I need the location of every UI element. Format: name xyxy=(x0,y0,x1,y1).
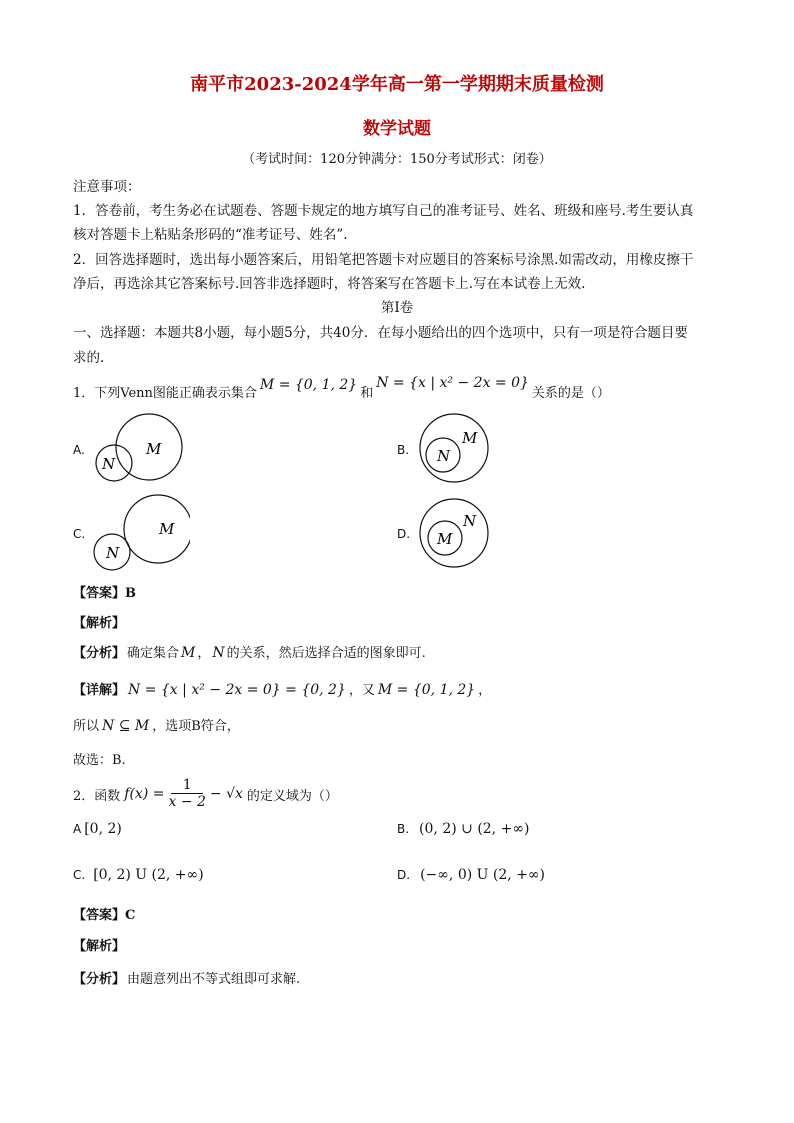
note-1-line-1: 1．答卷前，考生务必在试题卷、答题卡规定的地方填写自己的准考证号、姓名、班级和座号.考生要认真 xyxy=(73,203,694,219)
q1-option-a-venn xyxy=(88,410,198,490)
q1-option-c-label: C. xyxy=(73,527,86,541)
q2-option-b-value: (0, 2) ∪ (2, +∞) xyxy=(419,821,530,837)
q2-stem-suffix: 的定义域为（） xyxy=(246,788,338,804)
q2-option-b xyxy=(397,821,529,837)
note-1-line-2: 核对答题卡上粘贴条形码的“准考证号、姓名”. xyxy=(73,227,348,243)
q1-so-suffix: ，选项B符合， xyxy=(152,719,240,734)
q1-stem-suffix: 关系的是（） xyxy=(531,385,610,401)
venn-label-M: M xyxy=(462,429,478,447)
q2-option-a-value: [0, 2) xyxy=(84,821,122,837)
venn-label-N: N xyxy=(106,544,120,562)
q2-option-b-label: B. xyxy=(397,822,410,836)
q1-analysis-sep: ， xyxy=(197,646,211,661)
q2-option-c-label: C. xyxy=(73,868,86,882)
question-2-stem xyxy=(73,775,338,813)
question-1-stem xyxy=(73,376,610,406)
venn-label-M: M xyxy=(437,530,453,548)
q1-detail xyxy=(73,679,491,698)
q1-detail-mid: ，又 xyxy=(348,683,375,698)
q1-stem-prefix: 1．下列Venn图能正确表示集合 xyxy=(73,385,257,401)
volume-label: 第Ⅰ卷 xyxy=(380,300,414,316)
q2-fraction-numerator: 1 xyxy=(182,777,192,793)
q2-analysis-text: 由题意列出不等式组即可求解. xyxy=(127,972,301,987)
q1-analysis-label: 【分析】 xyxy=(73,646,126,661)
venn-label-M: M xyxy=(146,440,162,458)
q1-option-a-label: A. xyxy=(73,443,85,457)
q2-option-c-value: [0, 2) U (2, +∞) xyxy=(93,867,204,883)
q1-detail-label: 【详解】 xyxy=(73,683,126,698)
venn-label-N: N xyxy=(463,512,477,530)
q1-so xyxy=(73,715,240,734)
q2-fraction xyxy=(168,777,205,811)
venn-circle-M xyxy=(420,414,488,482)
notes-heading: 注意事项： xyxy=(73,179,141,195)
q2-option-c xyxy=(73,867,204,883)
venn-label-M: M xyxy=(159,520,175,538)
q1-option-b-label: B. xyxy=(397,443,410,457)
q1-conjunction: 和 xyxy=(360,385,374,401)
venn-circle-M xyxy=(124,495,190,563)
q1-so-expr: N ⊆ M xyxy=(102,718,150,734)
q1-option-d-venn xyxy=(416,497,496,573)
q2-stem-prefix: 2．函数 xyxy=(73,788,121,804)
q1-detail-end: ， xyxy=(478,683,492,698)
q1-conclusion: 故选：B. xyxy=(73,753,126,768)
document-title: 南平市2023-2024学年高一第一学期期末质量检测 xyxy=(190,74,604,95)
q1-analysis-N: N xyxy=(212,645,225,661)
q1-option-b-venn xyxy=(416,412,496,488)
q2-analysis xyxy=(73,968,300,987)
q1-analysis-M: M xyxy=(181,645,196,661)
q1-option-d-label: D. xyxy=(397,527,411,541)
q2-analysis-label: 【分析】 xyxy=(73,972,126,987)
section-instructions-line-2: 求的. xyxy=(73,350,105,366)
q2-func-lhs: f(x) = xyxy=(124,786,165,802)
q1-analysis-text-a: 确定集合 xyxy=(127,646,180,661)
q1-detail-expr: N = {x | x² − 2x = 0} = {0, 2} xyxy=(128,682,346,698)
document-subtitle: 数学试题 xyxy=(363,119,431,139)
q1-detail-M: M = {0, 1, 2} xyxy=(377,682,476,698)
q2-option-a-label: A xyxy=(73,822,82,836)
q2-analysis-heading: 【解析】 xyxy=(73,939,126,954)
section-instructions-line-1: 一、选择题：本题共8小题，每小题5分，共40分．在每小题给出的四个选项中，只有一项是符合题目要 xyxy=(73,325,688,341)
venn-circle-N xyxy=(420,499,488,567)
note-2-line-2: 净后，再选涂其它答案标号.回答非选择题时，将答案写在答题卡上.写在本试卷上无效. xyxy=(73,276,586,292)
venn-label-N: N xyxy=(437,447,451,465)
q1-option-c-venn xyxy=(90,492,190,574)
q1-set-M: M = {0, 1, 2} xyxy=(259,377,358,393)
q1-analysis-text-b: 的关系，然后选择合适的图象即可. xyxy=(226,646,426,661)
q1-so-prefix: 所以 xyxy=(73,719,100,734)
note-2-line-1: 2．回答选择题时，选出每小题答案后，用铅笔把答题卡对应题目的答案标号涂黑.如需改动，用橡皮擦干 xyxy=(73,252,694,268)
q1-analysis xyxy=(73,642,426,661)
q1-set-N: N = {x | x² − 2x = 0} xyxy=(376,375,529,391)
q1-analysis-heading: 【解析】 xyxy=(73,616,126,631)
q2-option-d-value: (−∞, 0) U (2, +∞) xyxy=(420,867,546,883)
q2-func-tail: − √x xyxy=(209,786,243,802)
q2-answer: 【答案】C xyxy=(73,908,136,923)
q2-fraction-denominator: x − 2 xyxy=(168,794,206,810)
q1-answer: 【答案】B xyxy=(73,586,136,601)
q2-option-a xyxy=(73,821,122,837)
q2-option-d xyxy=(397,867,545,883)
venn-label-N: N xyxy=(102,455,116,473)
q2-option-d-label: D. xyxy=(397,868,411,882)
exam-info: （考试时间：120分钟满分：150分考试形式：闭卷） xyxy=(242,152,552,167)
